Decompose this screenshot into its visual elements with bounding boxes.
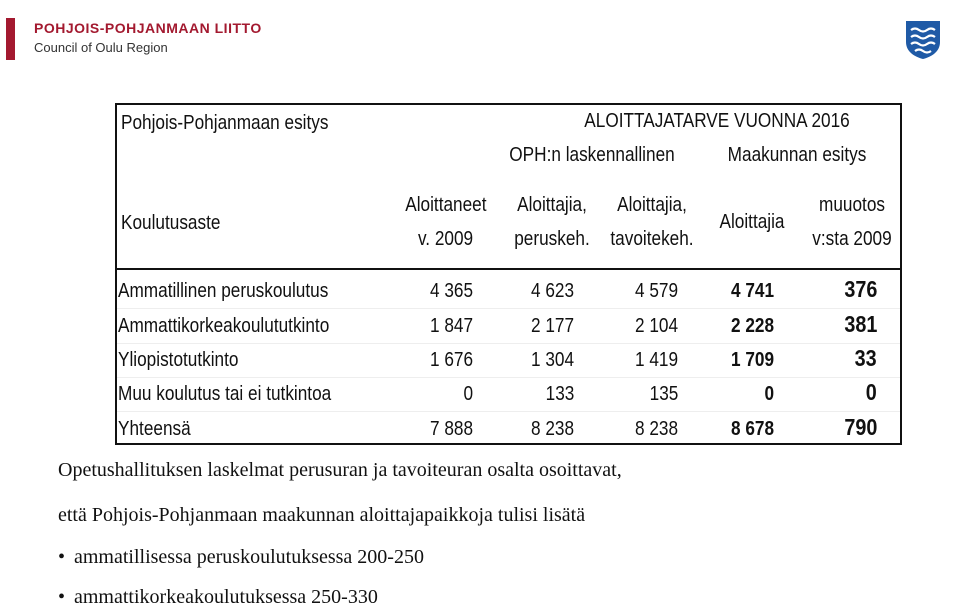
body-line-1: Opetushallituksen laskelmat perusuran ja tavoiteuran osalta osoittavat, [58, 459, 622, 481]
cell-muutos: 376 [843, 276, 877, 302]
col-header-tavoite-2: tavoitekeh. [610, 228, 694, 250]
col-header-tavoite: Aloittajia, [617, 194, 687, 216]
cell-esitys: 0 [764, 383, 774, 405]
cell-tavoite: 2 104 [634, 315, 678, 337]
cell-tavoite: 135 [649, 383, 678, 405]
row-label: Ammattikorkeakoulututkinto [118, 315, 330, 337]
header-divider [117, 268, 900, 270]
row-label: Muu koulutus tai ei tutkintoa [118, 383, 332, 405]
cell-v2009: 1 847 [429, 315, 473, 337]
cell-perus: 133 [545, 383, 574, 405]
crest-icon [905, 20, 941, 60]
bullet-item [58, 586, 378, 609]
row-label: Ammatillinen peruskoulutus [118, 280, 329, 302]
brand-bar [6, 18, 15, 60]
col-header-muutos: muuotos [819, 194, 885, 216]
org-name: POHJOIS-POHJANMAAN LIITTO [34, 20, 262, 36]
col-header-muutos-2: v:sta 2009 [812, 228, 892, 250]
cell-v2009: 1 676 [429, 349, 473, 371]
bullet-item [58, 546, 424, 569]
bullet-icon: • [58, 586, 66, 608]
bullet-icon: • [58, 546, 66, 568]
col-header-perus: Aloittajia, [517, 194, 587, 216]
cell-esitys: 1 709 [730, 349, 774, 371]
cell-tavoite: 8 238 [634, 418, 678, 440]
cell-esitys: 2 228 [730, 315, 774, 337]
cell-esitys: 4 741 [730, 280, 774, 302]
cell-v2009: 4 365 [429, 280, 473, 302]
group-header-oph: OPH:n laskennallinen [509, 144, 675, 166]
table-title-main: ALOITTAJATARVE VUONNA 2016 [584, 110, 850, 132]
col-header-aloittaneet: Aloittaneet [405, 194, 487, 216]
bullet-text: ammatillisessa peruskoulutuksessa 200-250 [74, 546, 424, 568]
cell-v2009: 7 888 [429, 418, 473, 440]
col-header-aloittaneet-year: v. 2009 [417, 228, 473, 250]
row-separator [117, 343, 900, 344]
cell-muutos: 381 [843, 311, 877, 337]
cell-perus: 2 177 [530, 315, 574, 337]
row-separator [117, 411, 900, 412]
cell-tavoite: 1 419 [634, 349, 678, 371]
bullet-text: ammattikorkeakoulutuksessa 250-330 [74, 586, 378, 608]
cell-perus: 4 623 [530, 280, 574, 302]
row-separator [117, 308, 900, 309]
cell-perus: 8 238 [530, 418, 574, 440]
col-header-perus-2: peruskeh. [514, 228, 590, 250]
cell-tavoite: 4 579 [634, 280, 678, 302]
group-header-maakunta: Maakunnan esitys [727, 144, 867, 166]
cell-perus: 1 304 [530, 349, 574, 371]
body-line-2: että Pohjois-Pohjanmaan maakunnan aloittajapaikkoja tulisi lisätä [58, 504, 586, 526]
row-label: Yliopistotutkinto [118, 349, 239, 371]
org-subtitle: Council of Oulu Region [34, 40, 168, 55]
col-header-koulutusaste: Koulutusaste [121, 212, 221, 234]
cell-muutos: 33 [854, 345, 877, 371]
table-title-left: Pohjois-Pohjanmaan esitys [121, 112, 329, 134]
data-table [115, 103, 902, 445]
cell-v2009: 0 [463, 383, 473, 405]
cell-muutos: 0 [865, 379, 877, 405]
col-header-aloittajia: Aloittajia [719, 211, 785, 233]
row-separator [117, 377, 900, 378]
row-label: Yhteensä [118, 418, 191, 440]
cell-muutos: 790 [843, 414, 877, 440]
cell-esitys: 8 678 [730, 418, 774, 440]
